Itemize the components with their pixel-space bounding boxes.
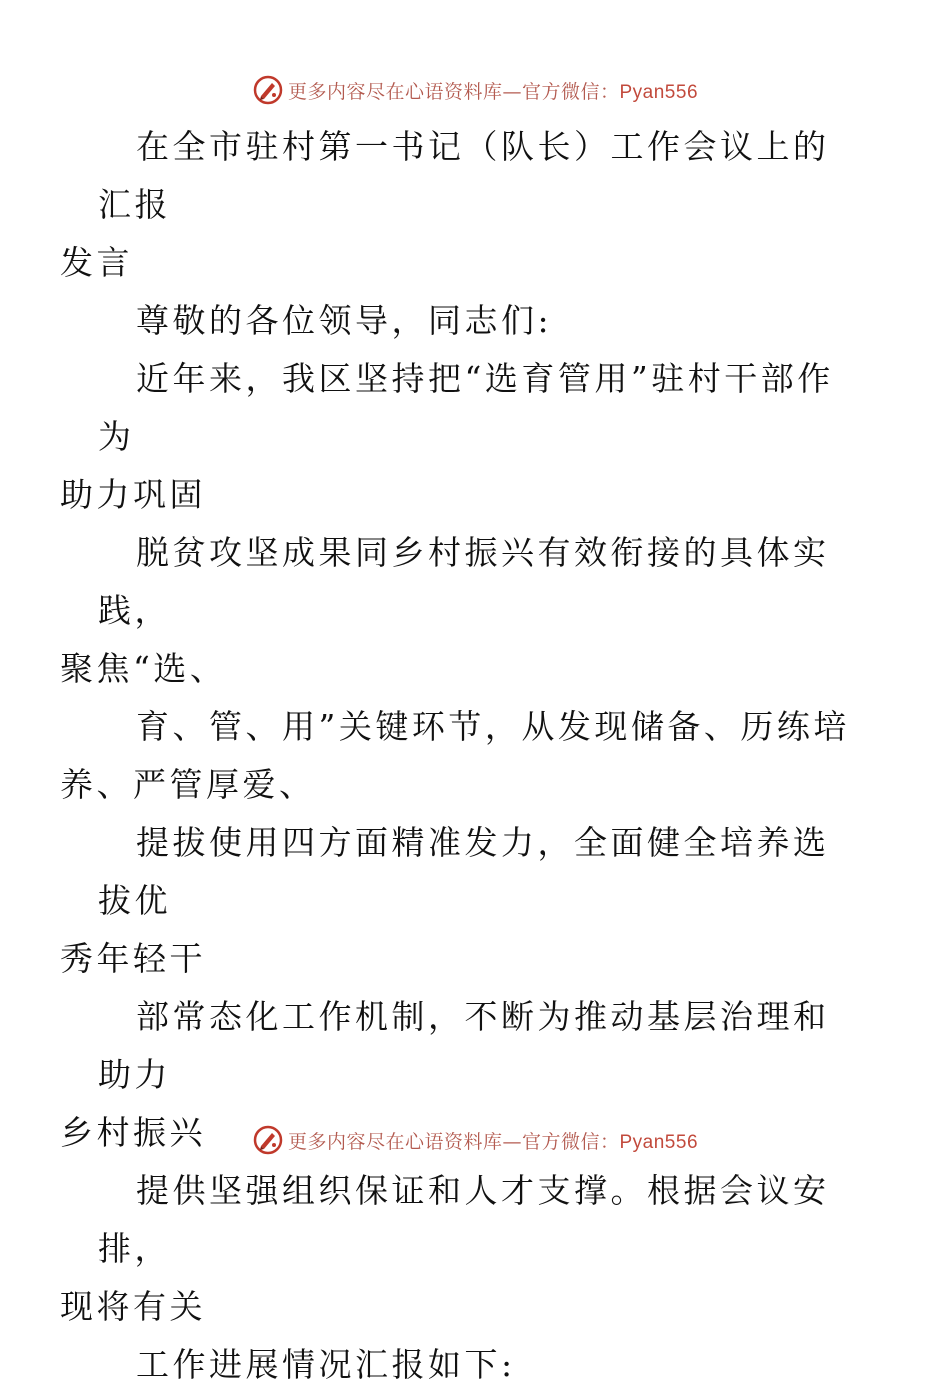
header-watermark <box>0 70 950 110</box>
paragraph <box>60 524 858 698</box>
paragraph <box>60 814 858 988</box>
text-line: 工作进展情况汇报如下: <box>136 1345 516 1384</box>
document-body <box>60 118 858 1394</box>
text-line: 现将有关 <box>60 1287 206 1326</box>
paragraph <box>60 698 858 814</box>
text-line: 在全市驻村第一书记（队长）工作会议上的汇报 <box>98 127 830 224</box>
text-line: 秀年轻干 <box>60 939 206 978</box>
watermark-text: 更多内容尽在心语资料库—官方微信：Pyan556 <box>287 80 699 103</box>
brand-logo-icon <box>252 74 284 106</box>
text-line: 发言 <box>60 243 133 282</box>
paragraph <box>60 1162 858 1336</box>
text-line: 养、严管厚爱、 <box>60 765 316 804</box>
paragraph-salutation <box>98 292 858 350</box>
paragraph <box>60 350 858 524</box>
watermark-text: 更多内容尽在心语资料库—官方微信：Pyan556 <box>287 1130 699 1153</box>
text-line: 尊敬的各位领导，同志们: <box>136 301 553 340</box>
paragraph <box>98 1336 858 1394</box>
text-line: 助力巩固 <box>60 475 206 514</box>
text-line: 脱贫攻坚成果同乡村振兴有效衔接的具体实践， <box>98 533 830 630</box>
text-line: 近年来，我区坚持把“选育管用”驻村干部作为 <box>98 359 834 456</box>
footer-watermark <box>0 1120 950 1160</box>
text-line: 提供坚强组织保证和人才支撑。根据会议安排， <box>98 1171 830 1268</box>
brand-logo-icon <box>252 1124 284 1156</box>
text-line: 育、管、用”关键环节，从发现储备、历练培 <box>136 707 850 746</box>
text-line: 提拔使用四方面精准发力，全面健全培养选拔优 <box>98 823 830 920</box>
text-line: 乡村振兴 <box>60 1113 206 1152</box>
paragraph-title <box>60 118 858 292</box>
text-line: 部常态化工作机制，不断为推动基层治理和助力 <box>98 997 830 1094</box>
text-line: 聚焦“选、 <box>60 649 227 688</box>
